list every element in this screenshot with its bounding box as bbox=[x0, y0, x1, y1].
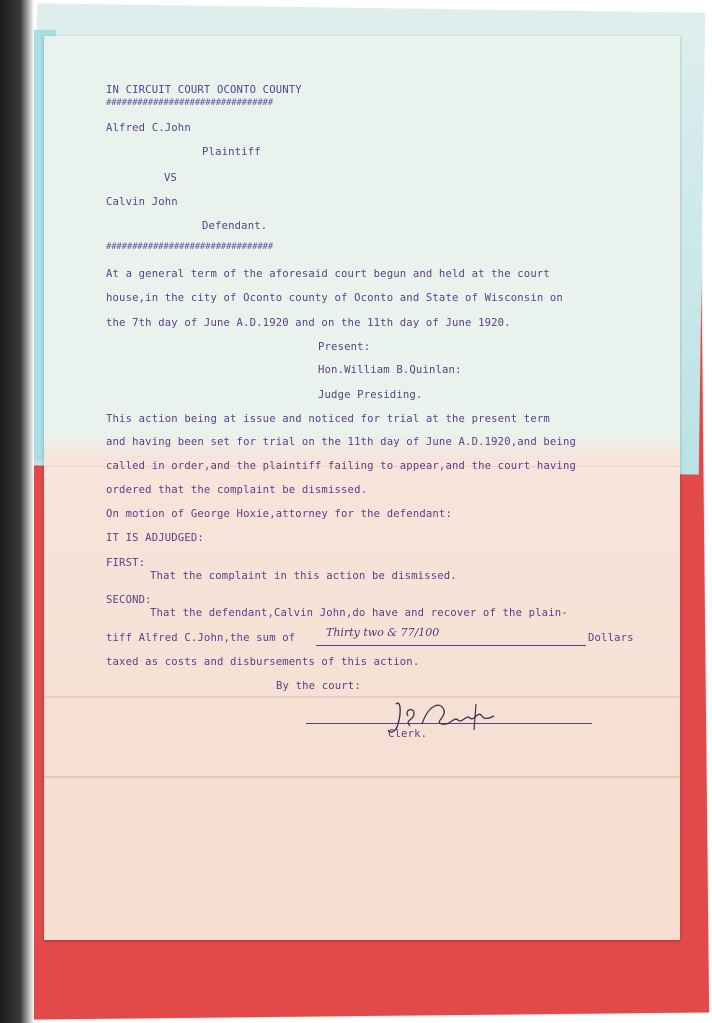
motion-line: On motion of George Hoxie,attorney for the defendant: bbox=[106, 508, 452, 520]
handwritten-amount: Thirty two & 77/100 bbox=[326, 626, 440, 639]
defendant-label: Defendant. bbox=[202, 220, 268, 232]
adjudged-heading: IT IS ADJUDGED: bbox=[106, 532, 204, 544]
judge-name: Hon.William B.Quinlan: bbox=[318, 364, 462, 376]
second-label: SECOND: bbox=[106, 594, 152, 606]
clerk-label: Clerk. bbox=[388, 728, 428, 740]
second-line2-prefix: tiff Alfred C.John,the sum of bbox=[106, 632, 296, 644]
paragraph1-line3: the 7th day of June A.D.1920 and on the 11th day of June 1920. bbox=[106, 317, 511, 329]
present-label: Present: bbox=[318, 341, 371, 353]
court-header: IN CIRCUIT COURT OCONTO COUNTY bbox=[106, 84, 302, 96]
paragraph2-line4: ordered that the complaint be dismissed. bbox=[106, 484, 368, 496]
first-text: That the complaint in this action be dismissed. bbox=[150, 570, 457, 582]
plaintiff-name: Alfred C.John bbox=[106, 122, 191, 134]
paragraph2-line2: and having been set for trial on the 11th day of June A.D.1920,and being bbox=[106, 436, 577, 448]
paper-fold bbox=[44, 776, 680, 778]
second-line1: That the defendant,Calvin John,do have and recover of the plain- bbox=[150, 607, 568, 619]
paragraph2-line3: called in order,and the plaintiff failing to appear,and the court having bbox=[106, 460, 577, 472]
paragraph1-line2: house,in the city of Oconto county of Oconto and State of Wisconsin on bbox=[106, 292, 563, 304]
paper-fold bbox=[44, 696, 680, 698]
paragraph2-line1: This action being at issue and noticed for trial at the present term bbox=[106, 413, 550, 425]
separator-top: ################################ bbox=[106, 98, 273, 108]
first-label: FIRST: bbox=[106, 557, 146, 569]
plaintiff-label: Plaintiff bbox=[202, 146, 261, 158]
second-line2-suffix: Dollars bbox=[588, 632, 634, 644]
by-court-label: By the court: bbox=[276, 680, 361, 692]
second-line3: taxed as costs and disbursements of this action. bbox=[106, 656, 420, 668]
defendant-name: Calvin John bbox=[106, 196, 178, 208]
amount-underline bbox=[316, 645, 586, 646]
left-shadow bbox=[0, 0, 34, 1023]
separator-mid: ################################ bbox=[106, 242, 273, 252]
paragraph1-line1: At a general term of the aforesaid court begun and held at the court bbox=[106, 268, 550, 280]
versus-label: VS bbox=[164, 172, 178, 184]
judge-title: Judge Presiding. bbox=[318, 389, 423, 401]
